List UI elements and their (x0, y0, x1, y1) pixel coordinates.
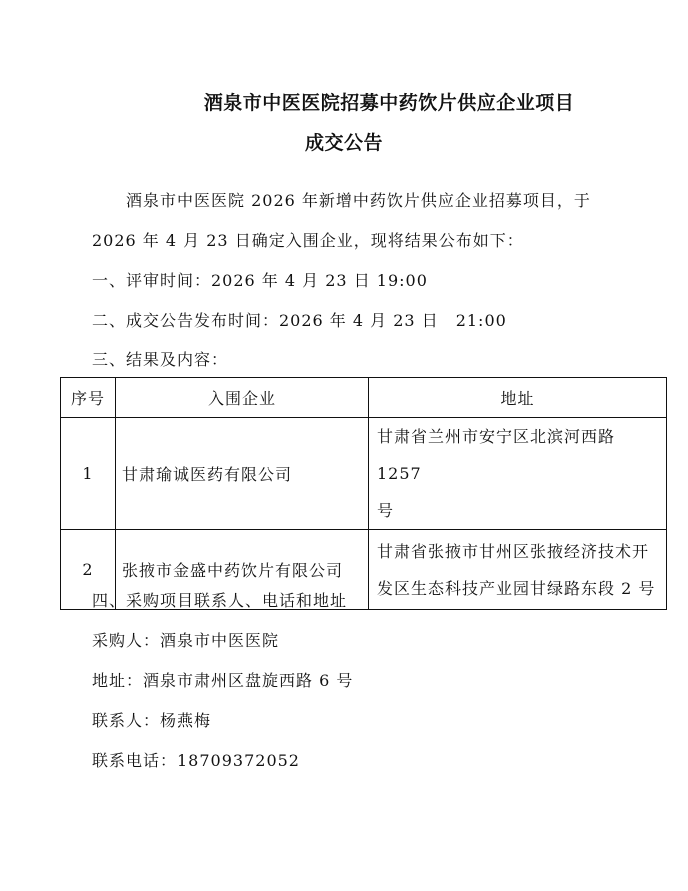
results-heading: 三、结果及内容： (92, 350, 229, 369)
contact-phone: 联系电话：18709372052 (92, 751, 300, 770)
purchaser-address: 地址：酒泉市肃州区盘旋西路 6 号 (92, 671, 354, 690)
table-row (61, 418, 667, 530)
address-line: 甘肃省兰州市安宁区北滨河西路 1257 (377, 427, 616, 483)
header-no: 序号 (61, 378, 116, 418)
row-address (369, 418, 667, 530)
results-table (60, 377, 667, 610)
row-address (369, 530, 667, 610)
header-company: 入围企业 (116, 378, 369, 418)
row-company: 甘肃瑜诚医药有限公司 (116, 418, 369, 530)
contact-heading: 四、采购项目联系人、电话和地址 (92, 591, 348, 610)
header-address: 地址 (369, 378, 667, 418)
address-line: 发区生态科技产业园甘绿路东段 2 号 (377, 578, 656, 598)
document-subtitle: 成交公告 (304, 132, 383, 154)
row-no: 2 (61, 530, 116, 610)
intro-line-1: 酒泉市中医医院 2026 年新增中药饮片供应企业招募项目，于 (126, 191, 591, 210)
contact-person: 联系人：杨燕梅 (92, 711, 212, 730)
document-title: 酒泉市中医医院招募中药饮片供应企业项目 (203, 92, 575, 114)
review-time: 一、评审时间：2026 年 4 月 23 日 19:00 (92, 271, 428, 290)
row-company: 张掖市金盛中药饮片有限公司 (116, 530, 369, 610)
table-header-row (61, 378, 667, 418)
row-no: 1 (61, 418, 116, 530)
address-line: 号 (377, 501, 395, 520)
address-line: 甘肃省张掖市甘州区张掖经济技术开 (377, 541, 650, 561)
intro-line-2: 2026 年 4 月 23 日确定入围企业，现将结果公布如下： (92, 231, 524, 250)
publish-time: 二、成交公告发布时间：2026 年 4 月 23 日 21:00 (92, 311, 507, 330)
purchaser: 采购人：酒泉市中医医院 (92, 631, 280, 650)
